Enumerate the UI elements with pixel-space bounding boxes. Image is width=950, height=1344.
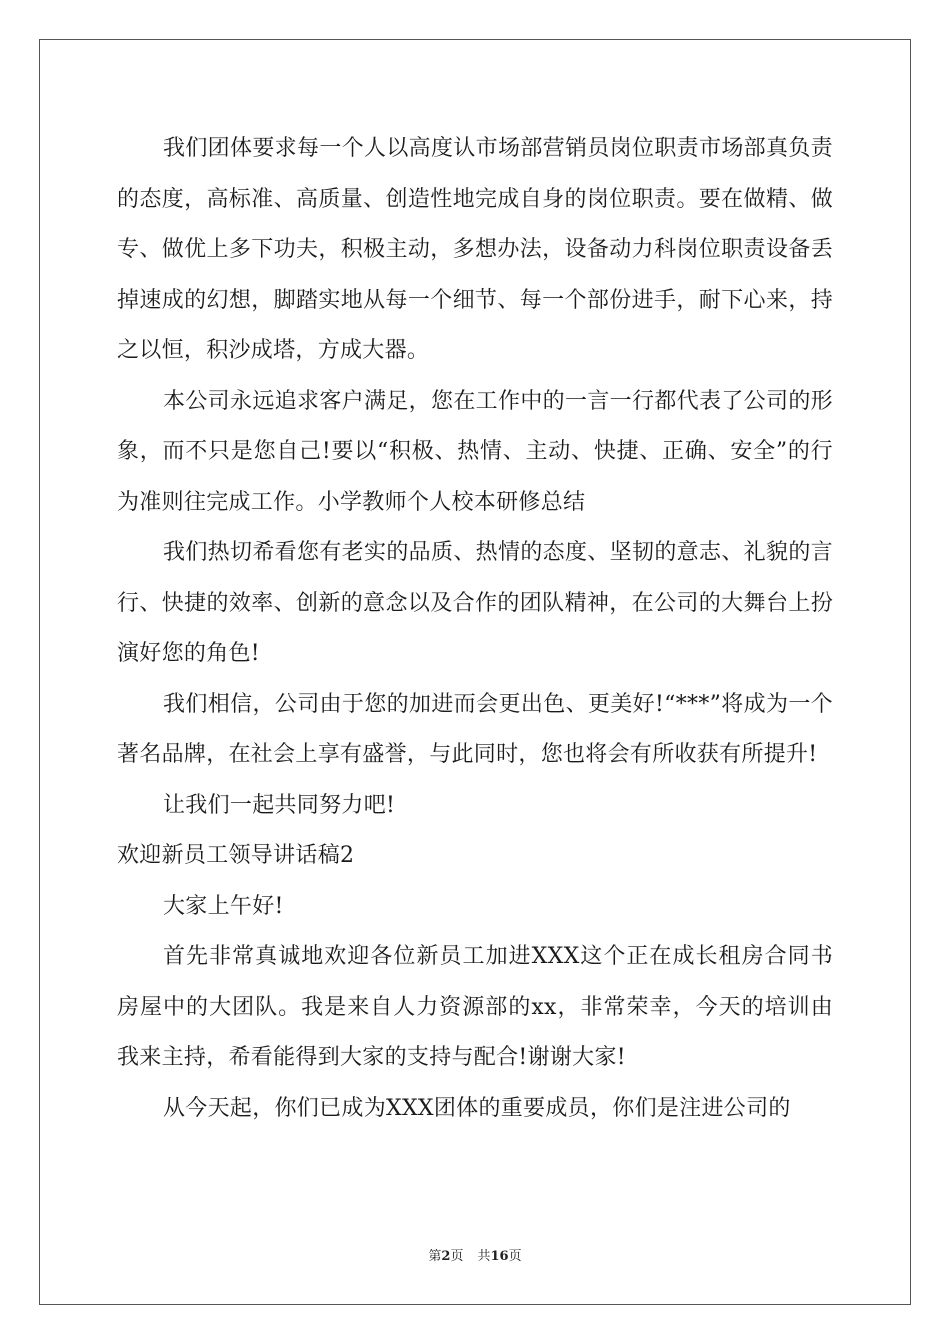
footer-prefix: 第 bbox=[428, 1249, 442, 1264]
paragraph: 首先非常真诚地欢迎各位新员工加进XXX这个正在成长租房合同书房屋中的大团队。我是来自人力资源部的xx，非常荣幸，今天的培训由我来主持，希看能得到大家的支持与配合!谢谢大家! bbox=[117, 944, 833, 1070]
paragraph: 大家上午好! bbox=[163, 893, 284, 919]
footer-total-prefix: 共 bbox=[477, 1249, 491, 1264]
paragraph: 从今天起，你们已成为XXX团体的重要成员，你们是注进公司的 bbox=[163, 1095, 791, 1121]
paragraph: 我们团体要求每一个人以高度认市场部营销员岗位职责市场部真负责的态度，高标准、高质量、创造性地完成自身的岗位职责。要在做精、做专、做优上多下功夫，积极主动，多想办法，设备动力科岗位职责设备丢掉速成的幻想，脚踏实地从每一个细节、每一个部份进手，耐下心来，持之以恒，积沙成塔，方成大器。 bbox=[117, 136, 833, 363]
paragraph: 本公司永远追求客户满足，您在工作中的一言一行都代表了公司的形象，而不只是您自己!要以“积极、热情、主动、快捷、正确、安全”的行为准则往完成工作。小学教师个人校本研修总结 bbox=[117, 388, 833, 515]
paragraph: 我们热切希看您有老实的品质、热情的态度、坚韧的意志、礼貌的言行、快捷的效率、创新的意念以及合作的团队精神，在公司的大舞台上扮演好您的角色! bbox=[117, 540, 833, 666]
paragraph: 让我们一起共同努力吧! bbox=[163, 792, 396, 818]
current-page-number: 2 bbox=[441, 1249, 451, 1264]
total-pages-number: 16 bbox=[490, 1249, 509, 1264]
footer-total-suffix: 页 bbox=[508, 1249, 522, 1264]
footer-page-suffix: 页 bbox=[450, 1249, 464, 1264]
paragraph: 我们相信，公司由于您的加进而会更出色、更美好!“***”将成为一个著名品牌，在社会上享有盛誉，与此同时，您也将会有所收获有所提升! bbox=[117, 691, 833, 767]
document-body bbox=[117, 124, 833, 1134]
section-heading: 欢迎新员工领导讲话稿2 bbox=[117, 843, 355, 868]
page-footer bbox=[0, 1248, 950, 1266]
